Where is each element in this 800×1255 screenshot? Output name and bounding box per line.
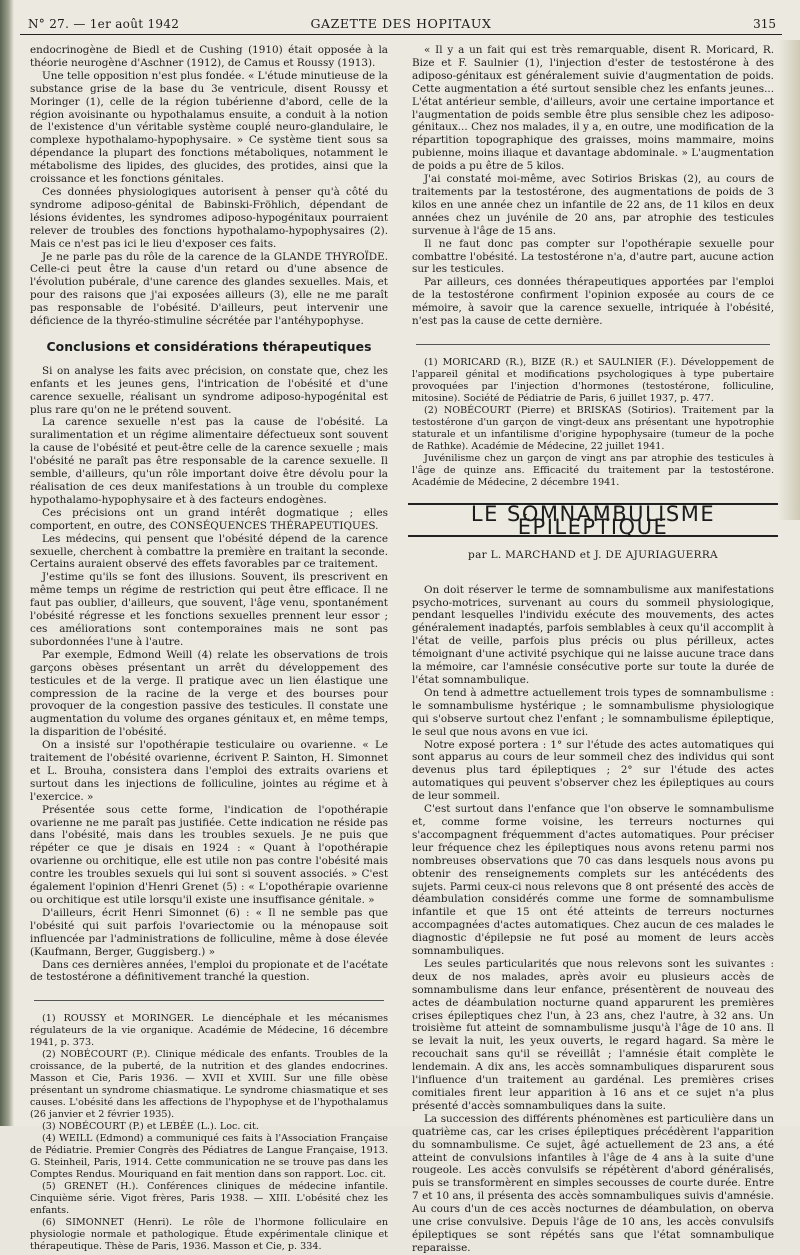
page-number: 315 bbox=[753, 17, 776, 31]
footnote: Juvénilisme chez un garçon de vingt ans par atrophie des testicules à l'âge de quinze ans. Efficacité du traitement par la testostérone. Académie de Médecine, 2 décembre 1941. bbox=[412, 452, 774, 488]
footnote: (2) NOBÉCOURT (P.). Clinique médicale des enfants. Troubles de la croissance, de la puberté, de la nutrition et des glandes endocrines. Masson et Cie, Paris 1936. — XVII et XVIII. Sur une fille obèse présentant un syndrome chiasmatique. Le syndrome chiasmatique et ses causes. L'obésité dans les affections de l'hypophyse et de l'hypothalamus (26 janvier et 2 février 1935). bbox=[30, 1049, 388, 1121]
paragraph: Si on analyse les faits avec précision, on constate que, chez les enfants et les jeunes gens, l'intrication de l'obésité et d'une carence sexuelle, réalisant un syndrome adiposo-hypogénital est plus rare qu'on ne le prétend souvent. bbox=[30, 364, 388, 416]
footnote: (1) MORICARD (R.), BIZE (R.) et SAULNIER (F.). Développement de l'appareil génital et modifications psychologiques à type pubertaire provoquées par l'injection d'hormones (testostérone, folliculine, mitosine). Société de Pédiatrie de Paris, 6 juillet 1937, p. 477. bbox=[412, 356, 774, 404]
footnote-divider bbox=[34, 1000, 384, 1001]
footnote: (5) GRENET (H.). Conférences cliniques de médecine infantile. Cinquième série. Vigot frères, Paris 1938. — XIII. L'obésité chez les enfants. bbox=[30, 1181, 388, 1217]
paragraph: Je ne parle pas du rôle de la carence de la GLANDE THYROÏDE. Celle-ci peut être la cause d'un retard ou d'une absence de l'évolution pubérale, d'une carence des glandes sexuelles. Mais, et pour des raisons que j'ai exposées ailleurs (3), elle ne me paraît pas responsable de l'obésité. D'ailleurs, peut intervenir une déficience de la thyréo-stimuline sécrétée par l'antéhypophyse. bbox=[30, 250, 388, 328]
paragraph: La carence sexuelle n'est pas la cause de l'obésité. La suralimentation et un régime alimentaire défectueux sont souvent la cause de l'obésité et peut-être celle de la carence sexuelle ; mais l'obésité ne paraît pas être responsable de la carence sexuelle. Il semble, d'ailleurs, qu'un rôle important doive être dévolu pour la réalisation de ces deux manifestations à un trouble du complexe hypothalamo-hypophysaire et à des facteurs endogènes. bbox=[30, 416, 388, 506]
running-header bbox=[20, 12, 782, 35]
footnote: (6) SIMONNET (Henri). Le rôle de l'hormone folliculaire en physiologie normale et pathologique. Étude expérimentale clinique et thérapeutique. Thèse de Paris, 1936. Masson et Cie, p. 334. bbox=[30, 1217, 388, 1253]
section-heading: Conclusions et considérations thérapeutiques bbox=[46, 338, 372, 354]
paragraph: On a insisté sur l'opothérapie testiculaire ou ovarienne. « Le traitement de l'obésité ovarienne, écrivent P. Sainton, H. Simonnet et L. Brouha, consistera dans l'emploi des extraits ovariens et surtout dans les injections de folliculine, jointes au régime et à l'exercice. » bbox=[30, 739, 388, 803]
paragraph: C'est surtout dans l'enfance que l'on observe le somnambulisme et, comme forme voisine, les terreurs nocturnes qui s'accompagnent fréquemment d'actes automatiques. Pour préciser leur fréquence chez les épileptiques nous avons retenu parmi nos nombreuses observations que 70 cas dans lesquels nous avons pu obtenir des renseignements complets sur les antécédents des sujets. Parmi ceux-ci nous relevons que 8 ont présenté des accès de déambulation considérés comme une forme de somnambulisme infantile et que 15 ont été atteints de terreurs nocturnes accompagnées d'actes automatiques. Chez aucun de ces malades le diagnostic d'épilepsie ne fut posé au moment de leurs accès somnambuliques. bbox=[412, 803, 774, 958]
paragraph: Présentée sous cette forme, l'indication de l'opothérapie ovarienne ne me paraît pas justifiée. Cette indication ne réside pas dans l'obésité, mais dans les troubles sexuels. Je ne puis que répéter ce que je disais en 1924 : « Quant à l'opothérapie ovarienne ou orchitique, elle est utile non pas contre l'obésité mais contre les troubles sexuels qui lui sont si souvent associés. » C'est également l'opinion d'Henri Grenet (5) : « L'opothérapie ovarienne ou orchitique est utile lorsqu'il existe une insuffisance génitale. » bbox=[30, 803, 388, 906]
paragraph: Par ailleurs, ces données thérapeutiques apportées par l'emploi de la testostérone confirment l'opinion exposée au cours de ce mémoire, à savoir que la carence sexuelle, intriquée à l'obésité, n'est pas la cause de cette dernière. bbox=[412, 276, 774, 328]
paragraph: Il ne faut donc pas compter sur l'opothérapie sexuelle pour combattre l'obésité. La testostérone n'a, d'autre part, aucune action sur les testicules. bbox=[412, 237, 774, 276]
footnote: (2) NOBÉCOURT (Pierre) et BRISKAS (Sotirios). Traitement par la testostérone d'un garçon de vingt-deux ans présentant une hypotrophie staturale et un infantilisme d'origine hypophysaire (tumeur de la poche de Rathke). Académie de Médecine, 22 juillet 1941. bbox=[412, 404, 774, 452]
article-banner bbox=[412, 503, 774, 562]
footnote-divider bbox=[416, 344, 770, 345]
paragraph: Par exemple, Edmond Weill (4) relate les observations de trois garçons obèses présentant un arrêt du développement des testicules et de la verge. Il pratique avec un lien élastique une compression de la racine de la verge et des bourses pour provoquer de la congestion passive des testicules. Il constate une augmentation du volume des organes génitaux et, en même temps, la disparition de l'obésité. bbox=[30, 648, 388, 739]
paragraph: D'ailleurs, écrit Henri Simonnet (6) : « Il ne semble pas que l'obésité qui suit parfois l'ovariectomie ou la ménopause soit influencée par l'administrations de folliculine, même à dose élevée (Kaufmann, Berger, Guggisberg.) » bbox=[30, 906, 388, 958]
left-column bbox=[30, 44, 388, 1253]
paragraph: Les médecins, qui pensent que l'obésité dépend de la carence sexuelle, cherchent à combattre la première en traitant la seconde. Certains auraient observé des effets favorables par ce traitement. bbox=[30, 532, 388, 571]
paragraph: Les seules particularités que nous relevons sont les suivantes : deux de nos malades, après avoir eu plusieurs accès de somnambulisme dans leur enfance, présentèrent de nouveau des actes de déambulation nocturne quand apparurent les premières crises épileptiques chez l'un, à 23 ans, chez l'autre, à 32 ans. Un troisième fut atteint de somnambulisme jusqu'à l'âge de 10 ans. Il se levait la nuit, les yeux ouverts, le regard hagard. Sa mère le recouchait sans qu'il se réveillât ; l'amnésie était complète le lendemain. A dix ans, les accès somnambuliques disparurent sous l'influence d'un traitement au gardénal. Les premières crises comitiales firent leur apparition à 16 ans et ce sujet n'a plus présenté d'accès somnambuliques dans la suite. bbox=[412, 957, 774, 1112]
paragraph: Ces données physiologiques autorisent à penser qu'à côté du syndrome adiposo-génital de Babinski-Fröhlich, dépendant de lésions évidentes, les syndromes adiposo-hypogénitaux pourraient relever de troubles des fonctions hypothalamo-hypophysaires (2). Mais ce n'est pas ici le lieu d'exposer ces faits. bbox=[30, 185, 388, 250]
paragraph: On tend à admettre actuellement trois types de somnambulisme : le somnambulisme hystérique ; le somnambulisme physiologique qui s'observe surtout chez l'enfant ; le somnambulisme épileptique, le seul que nous avons en vue ici. bbox=[412, 686, 774, 738]
article-title: LE SOMNAMBULISME ÉPILEPTIQUE bbox=[408, 503, 778, 537]
page-edge-shading bbox=[778, 40, 800, 520]
paragraph: Une telle opposition n'est plus fondée. « L'étude minutieuse de la substance grise de la base du 3e ventricule, disent Roussy et Moringer (1), celle de la région tubérienne d'abord, celle de la région avoisinante ou hypothalamus ensuite, a conduit à la notion de l'existence d'un véritable système couplé neuro-glandulaire, le complexe hypothalamo-hypophysaire. » Ce système tient sous sa dépendance la plupart des fonctions métaboliques, notamment le métabolisme des lipides, des glucides, des protides, ainsi que la croissance et les fonctions génitales. bbox=[30, 69, 388, 186]
article-authors: par L. MARCHAND et J. DE AJURIAGUERRA bbox=[468, 548, 718, 561]
journal-title: GAZETTE DES HOPITAUX bbox=[310, 16, 492, 31]
right-column bbox=[412, 44, 774, 1255]
paragraph: endocrinogène de Biedl et de Cushing (1910) était opposée à la théorie neurogène d'Aschner (1912), de Camus et Roussy (1913). bbox=[30, 44, 388, 69]
paragraph: La succession des différents phénomènes est particulière dans un quatrième cas, car les crises épileptiques précédèrent l'apparition du somnambulisme. Ce sujet, âgé actuellement de 23 ans, a été atteint de convulsions infantiles à l'âge de 4 ans à la suite d'une rougeole. Les accès convulsifs se répétèrent d'abord généralisés, puis se transformèrent en simples secousses de courte durée. Entre 7 et 10 ans, il présenta des accès somnambuliques suivis d'amnésie. Au cours d'un de ces accès nocturnes de déambulation, on oberva une crise convulsive. Depuis l'âge de 10 ans, les accès convulsifs épileptiques se sont répétés sans que l'état somnambulique reparaisse. bbox=[412, 1112, 774, 1254]
paragraph: Dans ces dernières années, l'emploi du propionate et de l'acétate de testostérone a définitivement tranché la question. bbox=[30, 958, 388, 984]
paragraph: Ces précisions ont un grand intérêt dogmatique ; elles comportent, en outre, des CONSÉQUENCES THÉRAPEUTIQUES. bbox=[30, 506, 388, 532]
paragraph: « Il y a un fait qui est très remarquable, disent R. Moricard, R. Bize et F. Saulnier (1), l'injection d'ester de testostérone à des adiposo-génitaux est généralement suivie d'augmentation de poids. Cette augmentation a été surtout sensible chez les enfants jeunes... L'état antérieur semble, d'ailleurs, avoir une certaine importance et l'augmentation de poids semble être plus sensible chez les adiposo-génitaux... Chez nos malades, il y a, en outre, une modification de la répartition topographique des graisses, moins mammaire, moins pubienne, moins iliaque et davantage abdominale. » L'augmentation de poids a pu être de 5 kilos. bbox=[412, 44, 774, 173]
issue-date: N° 27. — 1er août 1942 bbox=[28, 17, 180, 31]
footnotes bbox=[412, 357, 774, 489]
binding-shadow bbox=[0, 0, 14, 1126]
footnotes bbox=[30, 1013, 388, 1253]
paragraph: Notre exposé portera : 1° sur l'étude des actes automatiques qui sont apparus au cours de leur sommeil chez des individus qui sont devenus plus tard épileptiques ; 2° sur l'étude des actes automatiques qui peuvent s'observer chez les épileptiques au cours de leur sommeil. bbox=[412, 738, 774, 803]
footnote: (1) ROUSSY et MORINGER. Le diencéphale et les mécanismes régulateurs de la vie organique. Académie de Médecine, 16 décembre 1941, p. 373. bbox=[30, 1013, 388, 1049]
paragraph: J'ai constaté moi-même, avec Sotirios Briskas (2), au cours de traitements par la testostérone, des augmentations de poids de 3 kilos en une année chez un infantile de 22 ans, de 11 kilos en deux années chez un juvénile de 20 ans, par atrophie des testicules survenue à l'âge de 15 ans. bbox=[412, 173, 774, 237]
paragraph: J'estime qu'ils se font des illusions. Souvent, ils prescrivent en même temps un régime de restriction qui peut être efficace. Il ne faut pas oublier, d'ailleurs, que souvent, l'âge venu, spontanément l'obésité régresse et les fonctions sexuelles prennent leur essor ; ces améliorations sont contemporaines mais ne sont pas subordonnées l'une à l'autre. bbox=[30, 571, 388, 648]
footnote: (3) NOBÉCOURT (P.) et LEBÉE (L.). Loc. cit. bbox=[42, 1121, 259, 1133]
paragraph: On doit réserver le terme de somnambulisme aux manifestations psycho-motrices, survenant au cours du sommeil physiologique, pendant lesquelles l'individu exécute des mouvements, des actes généralement inadaptés, parfois semblables à ceux qu'il accomplit à l'état de veille, parfois plus précis ou plus périlleux, actes témoignant d'une activité psychique qui ne laisse aucune trace dans la mémoire, car l'amnésie consécutive porte sur toute la durée de l'état somnambulique. bbox=[412, 583, 774, 686]
footnote: (4) WEILL (Edmond) a communiqué ces faits à l'Association Française de Pédiatrie. Premier Congrès des Pédiatres de Langue Française, 1913. G. Steinheil, Paris, 1914. Cette communication ne se trouve pas dans les Comptes Rendus. Mouriquand en fait mention dans son rapport. Loc. cit. bbox=[30, 1133, 388, 1181]
